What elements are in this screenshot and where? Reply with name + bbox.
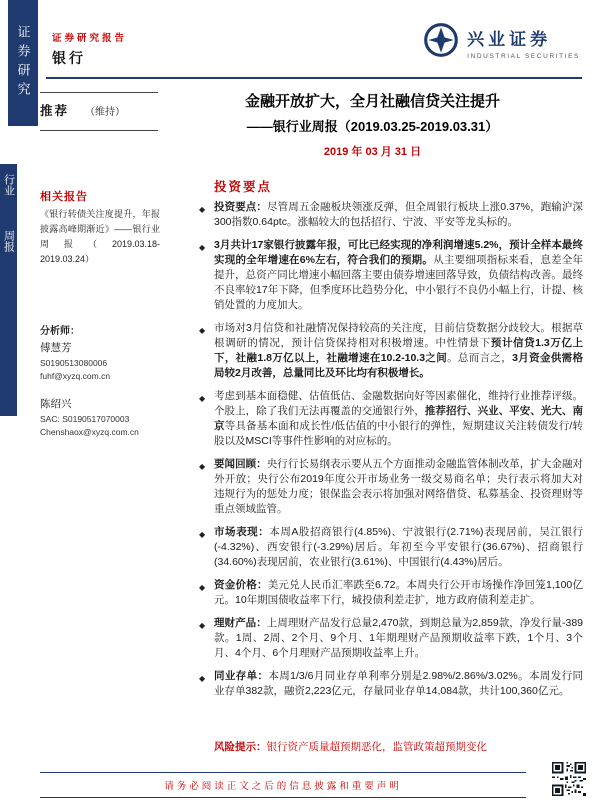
bullet-item: ◆ 同业存单：本周1/3/6月同业存单利率分别是2.98%/2.86%/3.02%。本周发行同业存单382款，融资2,223亿元，存量同业存单14,084款，共计100,360亿元。 (198, 669, 583, 699)
bullet-item: ◆ 考虑到基本面稳健、估值低估、金融数据向好等因素催化，维持行业推荐评级。个股上，除了我们无法再覆盖的交通银行外，推荐招行、兴业、平安、光大、南京等具备基本面和成长性/低估值的中小银行的弹性，短期建议关注转债发行/转股以及MSCI等事件性影响的对应标的。 (198, 389, 583, 449)
vertical-tab-industry-weekly (0, 164, 17, 416)
analyst-cert-number: S0190513080006 (40, 358, 108, 368)
bullet-list (198, 200, 583, 707)
header-divider (46, 77, 582, 79)
risk-warning (214, 739, 584, 754)
analyst-section-label: 分析师： (40, 326, 80, 337)
company-logo (423, 22, 580, 63)
report-type-label: 证券研究报告 (52, 33, 128, 44)
rating-label: 推荐 (40, 104, 70, 118)
vertical-tab-industry-label: 行业 (2, 174, 15, 196)
company-emblem-icon (423, 22, 459, 63)
report-date: 2019 年 03 月 31 日 (323, 146, 422, 158)
analyst-list (40, 340, 162, 452)
risk-warning-label: 风险提示： (214, 741, 267, 753)
report-title: 金融开放扩大，全月社融信贷关注提升 (244, 93, 500, 110)
vertical-tab-research (8, 0, 38, 126)
bullet-item: ◆ 要闻回顾：央行行长易纲表示要从五个方面推动金融监管体制改革，扩大金融对外开放；央行公布2019年度公开市场业务一级交易商名单；央行表示将加大对违规行为的惩处力度；银保监会表示将加强对网络借贷、私募基金、投资理财等重点领域监管。 (198, 457, 583, 517)
analyst-cert-number: SAC: S0190517070003 (40, 414, 130, 424)
analyst-entry (40, 340, 162, 381)
related-reports-title: 相关报告 (40, 191, 88, 203)
analyst-entry (40, 396, 162, 437)
related-report-item: 《银行转债关注度提升，年报披露高峰期渐近》——银行业周报（2019.03.18-2019.03.24） (40, 209, 160, 264)
rating-block (40, 101, 125, 119)
company-name-cn: 兴业证券 (467, 30, 552, 49)
vertical-tab-research-label: 证券研究 (15, 25, 31, 101)
bullet-item: ◆ 市场表现：本周A股招商银行(4.85%)、宁波银行(2.71%)表现居前，吴江银行(-4.32%)、西安银行(-3.29%)居后。年初至今平安银行(36.67%)、招商银行(34.60%)表现居前，农业银行(3.61%)、中国银行(4.43%)居后。 (198, 525, 583, 570)
bullet-item: ◆ 投资要点：尽管周五金融板块领涨反弹，但全周银行板块上涨0.37%，跑输沪深300指数0.64ptc。涨幅较大的包括招行、宁波、平安等龙头标的。 (198, 200, 583, 230)
company-name-en: INDUSTRIAL SECURITIES (467, 53, 580, 60)
risk-warning-text: 银行资产质量超预期恶化，监管政策超预期变化 (266, 741, 487, 753)
qr-code (552, 762, 586, 796)
analyst-name: 傅慧芳 (40, 342, 72, 354)
footer-disclaimer: 请务必阅读正文之后的信息披露和重要声明 (40, 772, 526, 798)
bullet-item: ◆ 资金价格：美元兑人民币汇率跌至6.72。本周央行公开市场操作净回笼1,100亿元。10年期国债收益率下行，城投债利差走扩，地方政府债利差走扩。 (198, 578, 583, 608)
vertical-tab-weekly-label: 周报 (2, 230, 15, 252)
analyst-name: 陈绍兴 (40, 398, 72, 410)
rating-status: （维持） (85, 107, 126, 118)
report-subtitle: ——银行业周报（2019.03.25-2019.03.31） (246, 119, 499, 134)
bullet-item: ◆ 3月共计17家银行披露年报，可比已经实现的净利润增速5.2%，预计全样本最终实现的全年增速在6%左右，符合我们的预期。从主要细项指标来看，息差全年提升，总资产同比增速小幅回落主要由债券增速回落导致，负债结构改善。最终不良率较17年下降，但季度环比趋势分化，中小银行不良仍小幅上行，计提、核销处置的力度加大。 (198, 238, 583, 313)
bullet-item: ◆ 市场对3月信贷和社融情况保持较高的关注度，目前信贷数据分歧较大。根据草根调研的情况，预计信贷保持相对积极增速。中性情景下预计信贷1.3万亿上下，社融1.8万亿以上，社融增速在10.2-10.3之间。总而言之，3月资金供需格局较2月改善，总量同比及环比均有积极增长。 (198, 321, 583, 381)
rating-divider-bottom (40, 130, 158, 131)
bullet-item: ◆ 理财产品：上周理财产品发行总量2,470款，到期总量为2,859款，净发行量-389款。1周、2周、2个月、9个月、1年期理财产品预期收益率下跌，1个月、3个月、4个月、6个月理财产品预期收益率上升。 (198, 616, 583, 661)
rating-divider-top (40, 92, 158, 93)
analyst-email: Chenshaox@xyzq.com.cn (40, 427, 139, 437)
investment-highlights-title: 投资要点 (214, 180, 273, 194)
analyst-email: fuhf@xyzq.com.cn (40, 371, 111, 381)
industry-label: 银行 (52, 50, 86, 66)
